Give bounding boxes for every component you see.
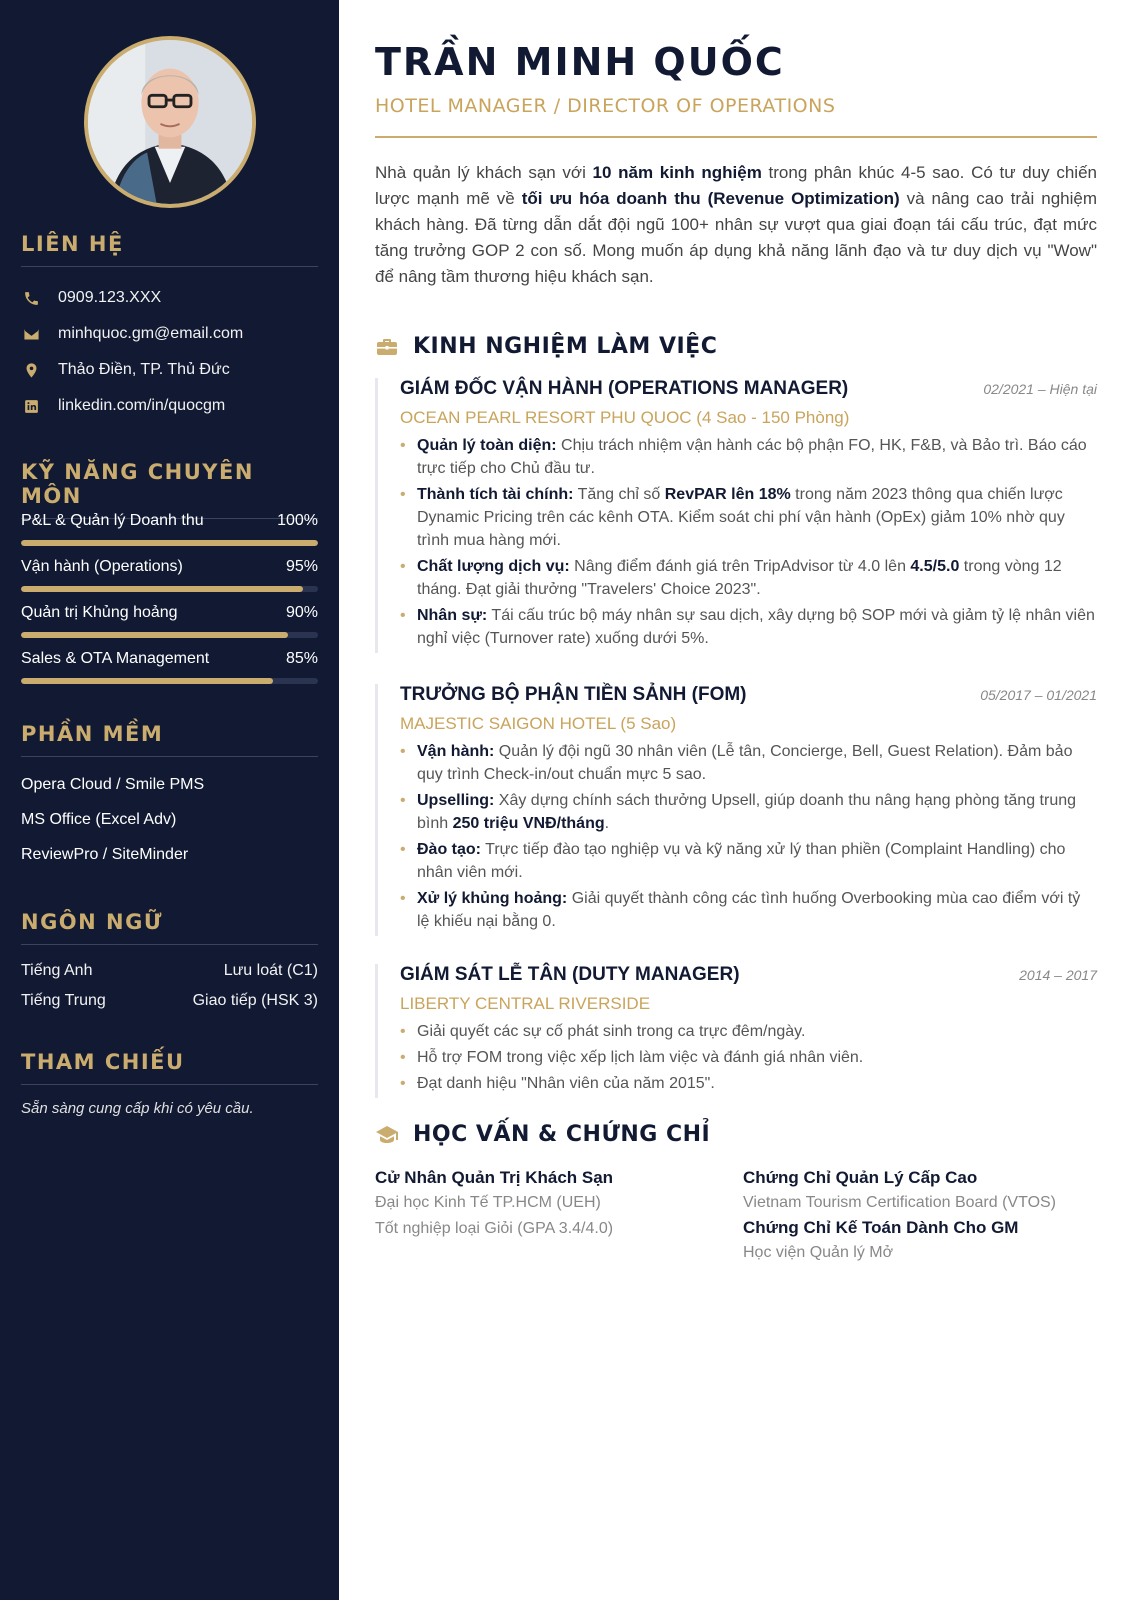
map-pin-icon	[21, 360, 41, 380]
bullet-label: Nhân sự:	[417, 607, 488, 624]
job-bullet: • Giải quyết các sự cố phát sinh trong ca trực đêm/ngày.	[400, 1020, 1097, 1043]
linkedin-icon	[21, 396, 41, 416]
certificate-title: Chứng Chỉ Kế Toán Dành Cho GM	[743, 1218, 1019, 1237]
experience-heading	[375, 334, 717, 359]
degree-title: Cử Nhân Quản Trị Khách Sạn	[375, 1168, 614, 1187]
bullet-text: Quản lý đội ngũ 30 nhân viên (Lễ tân, Concierge, Bell, Guest Relation). Đảm bảo quy trình Check-in/out chuẩn mực 5 sao.	[417, 743, 1073, 783]
skill-bar	[21, 632, 318, 638]
candidate-name: TRẦN MINH QUỐC	[375, 40, 785, 84]
skill-bar-fill	[21, 540, 318, 546]
title-divider	[375, 136, 1097, 138]
summary-text: Nhà quản lý khách sạn với	[375, 163, 593, 182]
job-bullet	[400, 434, 1097, 480]
bullet-label: Quản lý toàn diện:	[417, 437, 557, 454]
skill-name: Quản trị Khủng hoảng	[21, 604, 178, 621]
contact-address-text: Thảo Điền, TP. Thủ Đức	[58, 361, 230, 378]
skills-heading: KỸ NĂNG CHUYÊN MÔN	[21, 460, 318, 519]
skill-item	[21, 602, 318, 648]
job-bullets	[400, 1020, 1097, 1095]
bullet-label: Thành tích tài chính:	[417, 486, 574, 503]
bullet-text: Trực tiếp đào tạo nghiệp vụ và kỹ năng xử lý than phiền (Complaint Handling) cho nhân viên mới.	[417, 841, 1066, 881]
skill-item	[21, 648, 318, 694]
skill-name: Vận hành (Operations)	[21, 558, 183, 575]
education-certificates	[743, 1166, 1103, 1266]
job-bullet	[400, 838, 1097, 884]
software-item: Opera Cloud / Smile PMS	[21, 776, 205, 793]
skill-bar	[21, 540, 318, 546]
job-entry	[375, 378, 1097, 653]
bullet-text: Tăng chỉ số	[573, 486, 665, 503]
job-bullet: • Đạt danh hiệu "Nhân viên của năm 2015".	[400, 1072, 1097, 1095]
contact-heading: LIÊN HỆ	[21, 232, 318, 267]
contact-list	[21, 280, 318, 424]
skills-list	[21, 510, 318, 694]
bullet-text: trong vòng 12 tháng. Đạt giải thưởng "Travelers' Choice 2023".	[417, 558, 1062, 598]
contact-phone-text: 0909.123.XXX	[58, 289, 162, 306]
job-bullet: • Hỗ trợ FOM trong việc xếp lịch làm việc và đánh giá nhân viên.	[400, 1046, 1097, 1069]
job-date: 05/2017 – 01/2021	[980, 687, 1097, 703]
job-bullet	[400, 740, 1097, 786]
job-role: GIÁM ĐỐC VẬN HÀNH (OPERATIONS MANAGER)	[400, 378, 849, 399]
skill-item	[21, 510, 318, 556]
bullet-text: Tái cấu trúc bộ máy nhân sự sau dịch, xây dựng bộ SOP mới và giảm tỷ lệ nhân viên nghỉ việc (Turnover rate) xuống dưới 5%.	[417, 607, 1095, 647]
envelope-icon	[21, 324, 41, 344]
contact-email	[21, 316, 318, 352]
language-item	[21, 960, 318, 990]
skill-name: Sales & OTA Management	[21, 650, 210, 667]
certificate-title: Chứng Chỉ Quản Lý Cấp Cao	[743, 1168, 978, 1187]
summary-highlight: tối ưu hóa doanh thu (Revenue Optimization)	[521, 189, 900, 208]
bullet-text: Xây dựng chính sách thưởng Upsell, giúp doanh thu nâng hạng phòng tăng trung bình	[417, 792, 1077, 832]
job-date: 02/2021 – Hiện tại	[983, 381, 1097, 397]
degree-note: Tốt nghiệp loại Giỏi (GPA 3.4/4.0)	[375, 1220, 614, 1237]
languages-list	[21, 960, 318, 1020]
briefcase-icon	[375, 335, 399, 359]
bullet-text: trong năm 2023 thông qua chiến lược Dynamic Pricing trên các kênh OTA. Kiểm soát chi phí vận hành (OpEx) giảm 10% nhờ quy trình mua hàng mới.	[417, 486, 1065, 549]
skill-bar-fill	[21, 586, 303, 592]
job-company: MAJESTIC SAIGON HOTEL (5 Sao)	[400, 714, 677, 733]
contact-email-text: minhquoc.gm@email.com	[58, 325, 244, 342]
certificate-issuer: Học viện Quản lý Mở	[743, 1244, 894, 1261]
phone-icon	[21, 288, 41, 308]
contact-phone	[21, 280, 318, 316]
bullet-highlight: 4.5/5.0	[910, 558, 960, 575]
contact-address	[21, 352, 318, 388]
bullet-label: Đào tạo:	[417, 841, 481, 858]
software-heading: PHẦN MỀM	[21, 722, 318, 757]
bullet-label: Upselling:	[417, 792, 495, 809]
contact-linkedin-text: linkedin.com/in/quocgm	[58, 397, 226, 414]
experience-heading-text: KINH NGHIỆM LÀM VIỆC	[413, 334, 718, 359]
skill-bar-fill	[21, 632, 288, 638]
education-heading	[375, 1122, 710, 1147]
job-entry	[375, 964, 1097, 1098]
language-name: Tiếng Anh	[21, 962, 93, 979]
job-bullet	[400, 555, 1097, 601]
education-degree	[375, 1166, 735, 1242]
candidate-title: HOTEL MANAGER / DIRECTOR OF OPERATIONS	[375, 95, 836, 117]
software-list	[21, 774, 318, 879]
bullet-label: Chất lượng dịch vụ:	[417, 558, 570, 575]
job-role: TRƯỞNG BỘ PHẬN TIỀN SẢNH (FOM)	[400, 684, 747, 705]
skill-bar-fill	[21, 678, 273, 684]
bullet-highlight: 250 triệu VNĐ/tháng	[452, 815, 605, 832]
summary-highlight: 10 năm kinh nghiệm	[592, 163, 762, 182]
job-bullet	[400, 483, 1097, 552]
job-role: GIÁM SÁT LỄ TÂN (DUTY MANAGER)	[400, 964, 740, 985]
summary	[375, 160, 1097, 290]
software-item: ReviewPro / SiteMinder	[21, 846, 189, 863]
job-bullet	[400, 887, 1097, 933]
language-name: Tiếng Trung	[21, 992, 106, 1009]
profile-photo	[88, 40, 252, 204]
bullet-label: Vận hành:	[417, 743, 495, 760]
job-bullet	[400, 789, 1097, 835]
contact-linkedin	[21, 388, 318, 424]
bullet-text: Chịu trách nhiệm vận hành các bộ phận FO, HK, F&B, và Bảo trì. Báo cáo trực tiếp cho Chủ đầu tư.	[417, 437, 1087, 477]
job-date: 2014 – 2017	[1019, 967, 1097, 983]
languages-heading: NGÔN NGỮ	[21, 910, 318, 945]
skill-percent: 100%	[277, 512, 318, 529]
language-item	[21, 990, 318, 1020]
references-heading: THAM CHIẾU	[21, 1050, 318, 1085]
job-company: OCEAN PEARL RESORT PHU QUOC (4 Sao - 150 Phòng)	[400, 408, 850, 427]
job-bullets	[400, 740, 1097, 933]
language-level: Giao tiếp (HSK 3)	[192, 992, 318, 1009]
education-heading-text: HỌC VẤN & CHỨNG CHỈ	[413, 1122, 711, 1147]
bullet-text: Nâng điểm đánh giá trên TripAdvisor từ 4.0 lên	[569, 558, 911, 575]
references-text: Sẵn sàng cung cấp khi có yêu cầu.	[21, 1100, 254, 1117]
summary-text: và nâng cao trải nghiệm khách hàng. Đã từng dẫn dắt đội ngũ 100+ nhân sự vượt qua giai đoạn tái cấu trúc, đạt mức tăng trưởng GOP 2 con số. Mong muốn áp dụng khả năng lãnh đạo và tư duy dịch vụ "Wow" để nâng tầm thương hiệu khách sạn.	[375, 189, 1097, 286]
bullet-highlight: RevPAR lên 18%	[664, 486, 791, 503]
job-bullet	[400, 604, 1097, 650]
job-entry	[375, 684, 1097, 936]
skill-percent: 95%	[285, 558, 318, 575]
degree-school: Đại học Kinh Tế TP.HCM (UEH)	[375, 1194, 601, 1211]
bullet-text: Giải quyết thành công các tình huống Overbooking mùa cao điểm với tỷ lệ khiếu nại bằng 0.	[417, 890, 1081, 930]
skill-percent: 85%	[285, 650, 318, 667]
graduation-cap-icon	[375, 1123, 399, 1147]
sidebar	[0, 0, 339, 1600]
certificate-issuer: Vietnam Tourism Certification Board (VTOS)	[743, 1194, 1057, 1211]
software-item: MS Office (Excel Adv)	[21, 811, 177, 828]
bullet-text: .	[604, 815, 610, 832]
skill-bar	[21, 678, 318, 684]
bullet-label: Xử lý khủng hoảng:	[417, 890, 568, 907]
job-bullets	[400, 434, 1097, 650]
skill-percent: 90%	[285, 604, 318, 621]
skill-item	[21, 556, 318, 602]
job-company: LIBERTY CENTRAL RIVERSIDE	[400, 994, 651, 1013]
summary-text: trong phân khúc 4-5 sao. Có tư duy chiến lược mạnh mẽ về	[375, 163, 1097, 208]
skill-bar	[21, 586, 318, 592]
avatar	[84, 36, 256, 208]
skill-name: P&L & Quản lý Doanh thu	[21, 512, 204, 529]
language-level: Lưu loát (C1)	[223, 962, 318, 979]
